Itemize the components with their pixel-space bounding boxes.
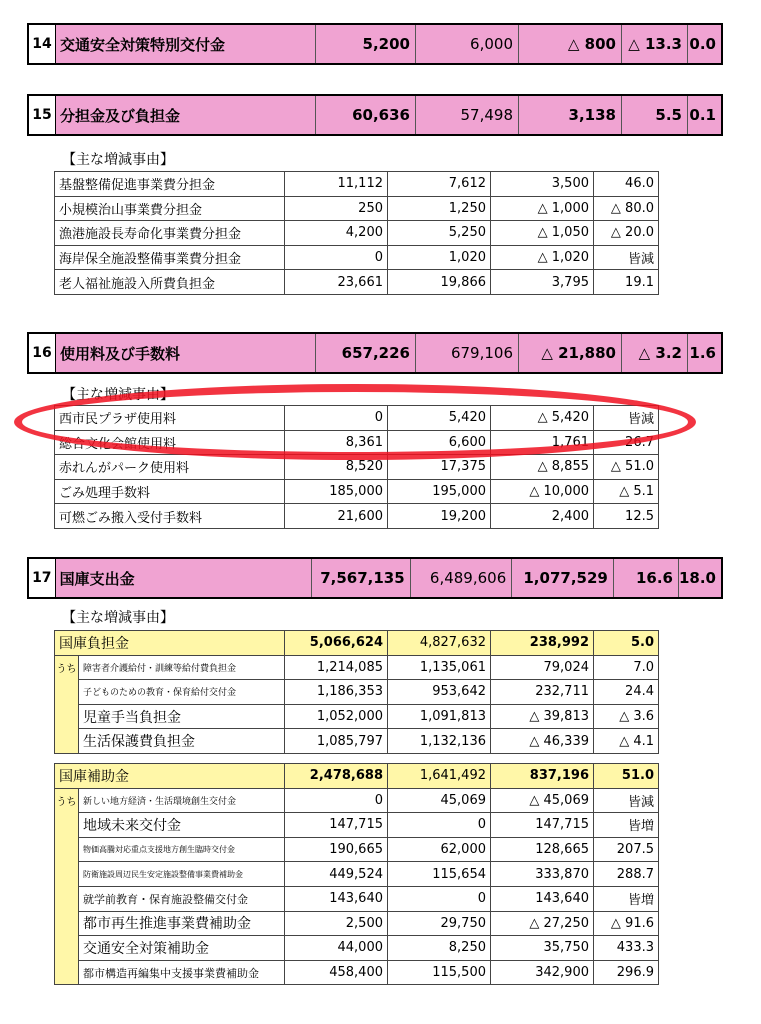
table-row: 赤れんがパーク使用料 8,520 17,375 △ 8,855 △ 51.0 <box>55 455 659 480</box>
section-number: 15 <box>29 96 55 134</box>
change-amount: 3,138 <box>518 96 621 134</box>
national-subsidy-table <box>54 763 659 985</box>
table-row: 漁港施設長寿命化事業費分担金 4,200 5,250 △ 1,050 △ 20.0 <box>55 221 659 246</box>
change-amount: 1,077,529 <box>511 559 613 597</box>
table-row: 小規模治山事業費分担金 250 1,250 △ 1,000 △ 80.0 <box>55 196 659 221</box>
table-row: 児童手当負担金 1,052,000 1,091,813 △ 39,813 △ 3.6 <box>55 704 659 729</box>
table-row: うち 新しい地方経済・生活環境創生交付金 0 45,069 △ 45,069 皆減 <box>55 788 659 813</box>
reason-heading: 【主な増減事由】 <box>62 152 174 168</box>
section-17-header <box>27 557 723 599</box>
previous-budget: 6,489,606 <box>410 559 512 597</box>
section-14-header <box>27 23 723 65</box>
table-row: 子どものための教育・保育給付交付金 1,186,353 953,642 232,711 24.4 <box>55 680 659 705</box>
reason-heading: 【主な増減事由】 <box>62 387 174 403</box>
table-row: 海岸保全施設整備事業費分担金 0 1,020 △ 1,020 皆減 <box>55 245 659 270</box>
section-number: 16 <box>29 334 55 372</box>
composition-ratio: 0.0 <box>687 25 721 63</box>
table-row: 都市構造再編集中支援事業費補助金 458,400 115,500 342,900 296.9 <box>55 960 659 985</box>
change-rate: 16.6 <box>613 559 678 597</box>
table-row: 地域未来交付金 147,715 0 147,715 皆増 <box>55 813 659 838</box>
change-amount: △ 800 <box>518 25 621 63</box>
section-16-detail-table <box>54 405 659 529</box>
table-row: 就学前教育・保育施設整備交付金 143,640 0 143,640 皆増 <box>55 886 659 911</box>
table-row: 防衛施設周辺民生安定施設整備事業費補助金 449,524 115,654 333,870 288.7 <box>55 862 659 887</box>
change-rate: △ 3.2 <box>621 334 687 372</box>
table-row: 交通安全対策補助金 44,000 8,250 35,750 433.3 <box>55 936 659 961</box>
section-number: 17 <box>29 559 55 597</box>
section-16-header <box>27 332 723 374</box>
table-row: ごみ処理手数料 185,000 195,000 △ 10,000 △ 5.1 <box>55 479 659 504</box>
section-title: 分担金及び負担金 <box>55 96 315 134</box>
section-title: 国庫支出金 <box>55 559 311 597</box>
table-row: 総合文化会館使用料 8,361 6,600 1,761 26.7 <box>55 430 659 455</box>
current-budget: 657,226 <box>315 334 415 372</box>
change-rate: 5.5 <box>621 96 687 134</box>
table-row: うち 障害者介護給付・訓練等給付費負担金 1,214,085 1,135,061 79,024 7.0 <box>55 655 659 680</box>
table-row: 老人福祉施設入所費負担金 23,661 19,866 3,795 19.1 <box>55 270 659 295</box>
composition-ratio: 18.0 <box>678 559 721 597</box>
previous-budget: 57,498 <box>415 96 518 134</box>
current-budget: 60,636 <box>315 96 415 134</box>
table-row: 可燃ごみ搬入受付手数料 21,600 19,200 2,400 12.5 <box>55 504 659 529</box>
current-budget: 7,567,135 <box>311 559 410 597</box>
table-row-subtotal: 国庫負担金 5,066,624 4,827,632 238,992 5.0 <box>55 631 659 656</box>
table-row: 西市民プラザ使用料 0 5,420 △ 5,420 皆減 <box>55 406 659 431</box>
current-budget: 5,200 <box>315 25 415 63</box>
change-rate: △ 13.3 <box>621 25 687 63</box>
table-row-subtotal: 国庫補助金 2,478,688 1,641,492 837,196 51.0 <box>55 764 659 789</box>
reason-heading: 【主な増減事由】 <box>62 610 174 626</box>
uchi-label: うち <box>55 788 79 985</box>
composition-ratio: 0.1 <box>687 96 721 134</box>
uchi-label: うち <box>55 655 79 753</box>
table-row: 生活保護費負担金 1,085,797 1,132,136 △ 46,339 △ 4.1 <box>55 729 659 754</box>
section-15-header <box>27 94 723 136</box>
table-row: 物価高騰対応重点支援地方創生臨時交付金 190,665 62,000 128,665 207.5 <box>55 837 659 862</box>
table-row: 都市再生推進事業費補助金 2,500 29,750 △ 27,250 △ 91.6 <box>55 911 659 936</box>
section-title: 交通安全対策特別交付金 <box>55 25 315 63</box>
previous-budget: 6,000 <box>415 25 518 63</box>
change-amount: △ 21,880 <box>518 334 621 372</box>
section-number: 14 <box>29 25 55 63</box>
section-title: 使用料及び手数料 <box>55 334 315 372</box>
table-row: 基盤整備促進事業費分担金 11,112 7,612 3,500 46.0 <box>55 172 659 197</box>
national-burden-table <box>54 630 659 754</box>
composition-ratio: 1.6 <box>687 334 721 372</box>
section-15-detail-table <box>54 171 659 295</box>
previous-budget: 679,106 <box>415 334 518 372</box>
